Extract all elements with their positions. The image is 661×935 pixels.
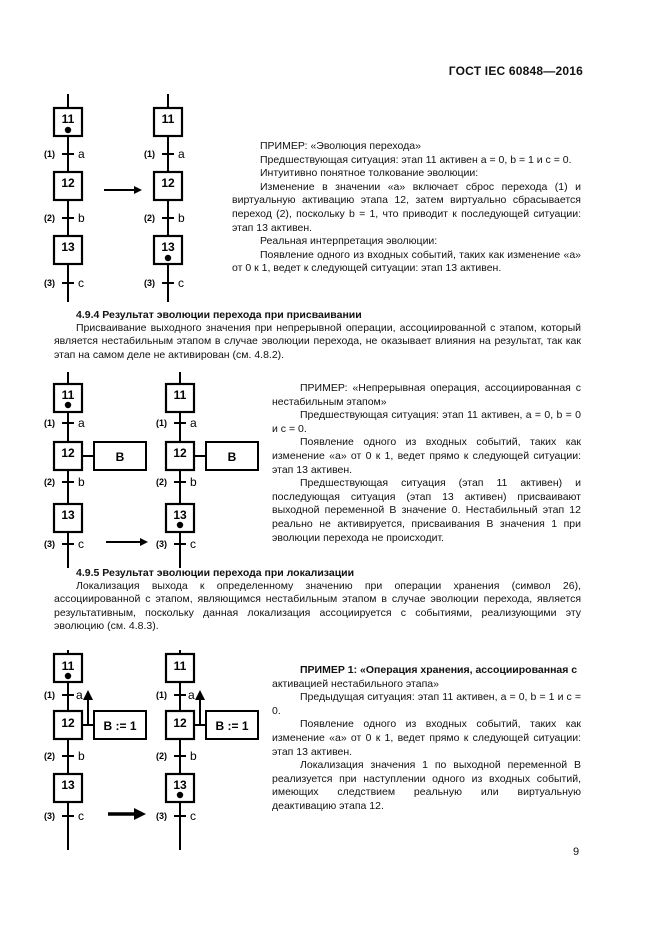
example-3-line: Предыдущая ситуация: этап 11 активен, а = 0, b = 1 и с = 0. [272,691,581,717]
receptivity-b: b [78,475,85,489]
example-3-line: активацией нестабильного этапа» [272,677,439,690]
transition-2-label: (2) [44,213,55,223]
step-13-label: 13 [173,508,187,522]
token-step-13 [177,522,183,528]
receptivity-c: c [78,276,84,290]
action-b-label: B [115,450,125,464]
step-11-label: 11 [161,112,175,126]
receptivity-c: c [190,537,196,551]
section-4-9-5-heading: 4.9.5 Результат эволюции перехода при локализации [76,567,355,579]
receptivity-a: a [78,147,85,161]
example-1-line: Предшествующая ситуация: этап 11 активен а = 0, b = 1 и с = 0. [260,153,572,166]
token-step-13 [165,255,171,261]
step-11-label: 11 [173,388,187,402]
transition-3-label: (3) [156,811,167,821]
receptivity-b: b [178,211,185,225]
transition-2-label: (2) [144,213,155,223]
example-3-line: Появление одного из входных событий, таких как изменение «а» от 0 к 1, ведет прямо к следующей ситуации: этап 13 активен. [272,718,581,758]
receptivity-a: a [188,688,195,702]
transition-3-label: (3) [156,539,167,549]
example-2-line: ПРИМЕР: «Непрерывная операция, ассоциированная с нестабильным этапом» [272,382,581,408]
transition-3-label: (3) [44,278,55,288]
document-header: ГОСТ IEC 60848—2016 [448,64,583,78]
example-2 [272,382,581,545]
step-12-label: 12 [61,716,75,730]
token-step-11 [65,127,71,133]
example-3 [272,664,581,814]
step-13-label: 13 [61,778,75,792]
receptivity-a: a [78,416,85,430]
example-2-line: Предшествующая ситуация: этап 11 активен, а = 0, b = 0 и с = 0. [272,409,581,435]
section-4-9-4-body [54,322,581,362]
step-11-label: 11 [61,112,75,126]
transition-1-label: (1) [144,149,155,159]
example-2-line: Появление одного из входных событий, таких как изменение «а» от 0 к 1, ведет прямо к следующей ситуации: этап 13 активен. [272,436,581,476]
diagram-transition-evolution [38,92,218,304]
step-12-label: 12 [161,176,175,190]
diagram-continuous-action [38,370,270,570]
receptivity-b: b [78,211,85,225]
action-b-label: B [227,450,237,464]
transition-1-label: (1) [156,690,167,700]
transition-3-label: (3) [44,539,55,549]
transition-1-label: (1) [156,418,167,428]
receptivity-c: c [78,537,84,551]
step-12-label: 12 [61,176,75,190]
step-12-label: 12 [61,446,75,460]
action-b-assign-label: B := 1 [103,719,137,733]
step-13-label: 13 [173,778,187,792]
example-1 [232,140,581,276]
token-step-11 [65,673,71,679]
transition-2-label: (2) [44,477,55,487]
transition-2-label: (2) [44,751,55,761]
example-1-line: Реальная интерпретация эволюции: [260,235,438,248]
receptivity-a: a [178,147,185,161]
transition-3-label: (3) [144,278,155,288]
diagram-stored-action [38,648,270,852]
section-4-9-5-text: Локализация выхода к определенному значению при операции хранения (символ 26), ассоциированной с этапом, являющимся нестабильным этапом в случае эволюции перехода, является результативным, поскольку данная локализация ассоциируется с событиями, реализующими эту эволюцию (см. 4.8.3). [54,580,581,633]
step-13-label: 13 [61,508,75,522]
receptivity-b: b [190,475,197,489]
step-13-label: 13 [161,240,175,254]
step-12-label: 12 [173,716,187,730]
receptivity-a: a [76,688,83,702]
action-b-assign-label: B := 1 [215,719,249,733]
receptivity-c: c [190,809,196,823]
step-12-label: 12 [173,446,187,460]
token-step-11 [65,402,71,408]
example-3-line: Локализация значения 1 по выходной переменной В реализуется при наступлении одного из входных событий, имеющих следствием реальную или виртуальную деактивацию этапа 12. [272,759,581,812]
step-11-label: 11 [61,388,75,402]
receptivity-c: c [78,809,84,823]
example-1-line: Интуитивно понятное толкование эволюции: [260,167,479,180]
receptivity-b: b [78,749,85,763]
section-4-9-4-heading: 4.9.4 Результат эволюции перехода при присваивании [76,309,362,321]
example-1-line: Появление одного из входных событий, таких как изменение «а» от 0 к 1, ведет к следующей ситуации: этап 13 активен. [232,248,581,275]
transition-2-label: (2) [156,477,167,487]
transition-1-label: (1) [44,418,55,428]
step-11-label: 11 [173,659,187,673]
transition-2-label: (2) [156,751,167,761]
page-number: 9 [573,846,580,858]
example-3-title: ПРИМЕР 1: «Операция хранения, ассоциированная с [300,664,578,676]
step-13-label: 13 [61,240,75,254]
example-2-line: Предшествующая ситуация (этап 11 активен) и последующая ситуация (этап 13 активен) присваивают выходной переменной В значение 0. Нестабильный этап 12 реально не активируется, присваивания В значения 1 при эволюции перехода не происходит. [272,477,581,544]
receptivity-c: c [178,276,184,290]
transition-1-label: (1) [44,690,55,700]
example-1-line: ПРИМЕР: «Эволюция перехода» [260,140,421,152]
section-4-9-5-body [54,580,581,634]
receptivity-b: b [190,749,197,763]
example-1-line: Изменение в значении «а» включает сброс перехода (1) и виртуальную активацию этапа 12, затем виртуально сбрасывается переход (2), поскольку b = 1, что приводит к последующей ситуации: этап 13 активен. [232,180,581,234]
step-11-label: 11 [61,659,75,673]
transition-1-label: (1) [44,149,55,159]
token-step-13 [177,792,183,798]
transition-3-label: (3) [44,811,55,821]
section-4-9-4-text: Присваивание выходного значения при непрерывной операции, ассоциированной с этапом, который является нестабильным этапом в случае эволюции перехода, не оказывает влияния на результат, так как этап на самом деле не активирован (см. 4.8.2). [54,322,581,361]
receptivity-a: a [190,416,197,430]
